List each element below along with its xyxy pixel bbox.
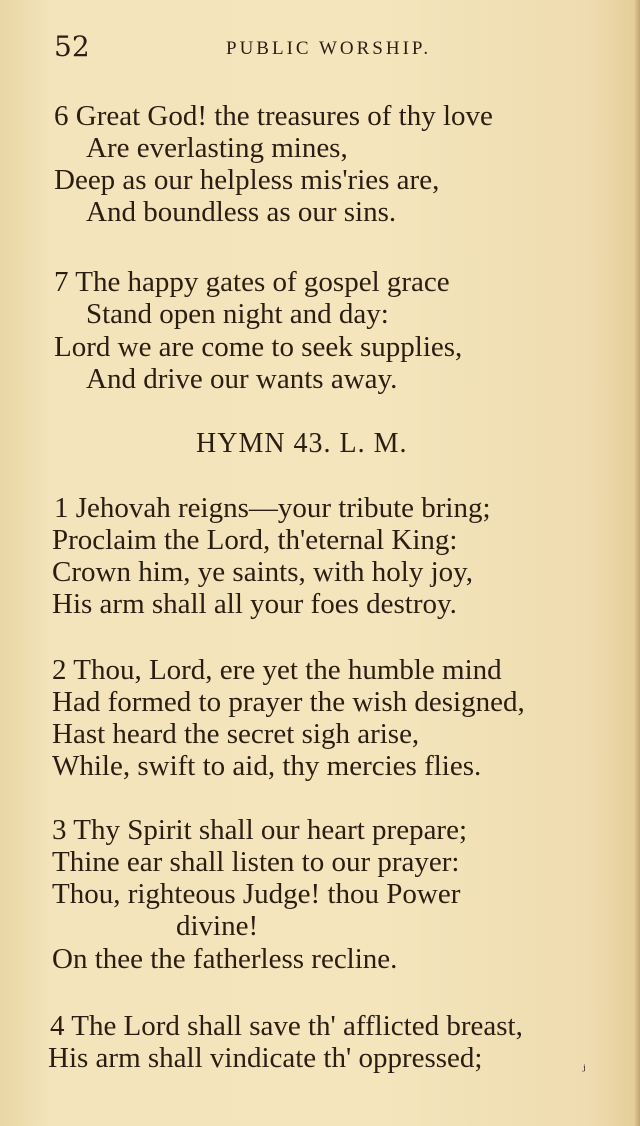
verse-line: Stand open night and day: [86, 298, 389, 330]
running-title: PUBLIC WORSHIP. [226, 38, 432, 59]
verse-line: On thee the fatherless recline. [52, 943, 398, 975]
verse-line: 3 Thy Spirit shall our heart prepare; [52, 814, 468, 846]
page-header [0, 30, 640, 70]
verse-line: Deep as our helpless mis'ries are, [54, 164, 440, 196]
page-edge-shadow [634, 0, 640, 1126]
verse-line-continuation: divine! [176, 910, 259, 942]
verse-line: 4 The Lord shall save th' afflicted breast, [50, 1010, 523, 1042]
catchword-mark: ⱼ [582, 1058, 586, 1074]
verse-line: And boundless as our sins. [86, 196, 397, 228]
verse-line: Lord we are come to seek supplies, [54, 331, 463, 363]
verse-line: His arm shall all your foes destroy. [52, 588, 457, 620]
verse-line: Thou, righteous Judge! thou Power [52, 878, 461, 910]
verse-line: 1 Jehovah reigns—your tribute bring; [54, 492, 491, 524]
verse-line: And drive our wants away. [86, 363, 398, 395]
verse-line: Had formed to prayer the wish designed, [52, 686, 525, 718]
verse-line: His arm shall vindicate th' oppressed; [48, 1042, 483, 1074]
verse-line: While, swift to aid, thy mercies flies. [52, 750, 482, 782]
verse-line: Crown him, ye saints, with holy joy, [52, 556, 474, 588]
verse-line: Are everlasting mines, [86, 132, 348, 164]
page-number: 52 [54, 30, 90, 63]
hymn-title: HYMN 43. L. M. [196, 428, 408, 459]
verse-line: Hast heard the secret sigh arise, [52, 718, 420, 750]
verse-line: Thine ear shall listen to our prayer: [52, 846, 460, 878]
verse-line: 2 Thou, Lord, ere yet the humble mind [52, 654, 502, 686]
verse-line: 6 Great God! the treasures of thy love [54, 100, 493, 132]
verse-line: 7 The happy gates of gospel grace [54, 266, 450, 298]
verse-line: Proclaim the Lord, th'eternal King: [52, 524, 458, 556]
